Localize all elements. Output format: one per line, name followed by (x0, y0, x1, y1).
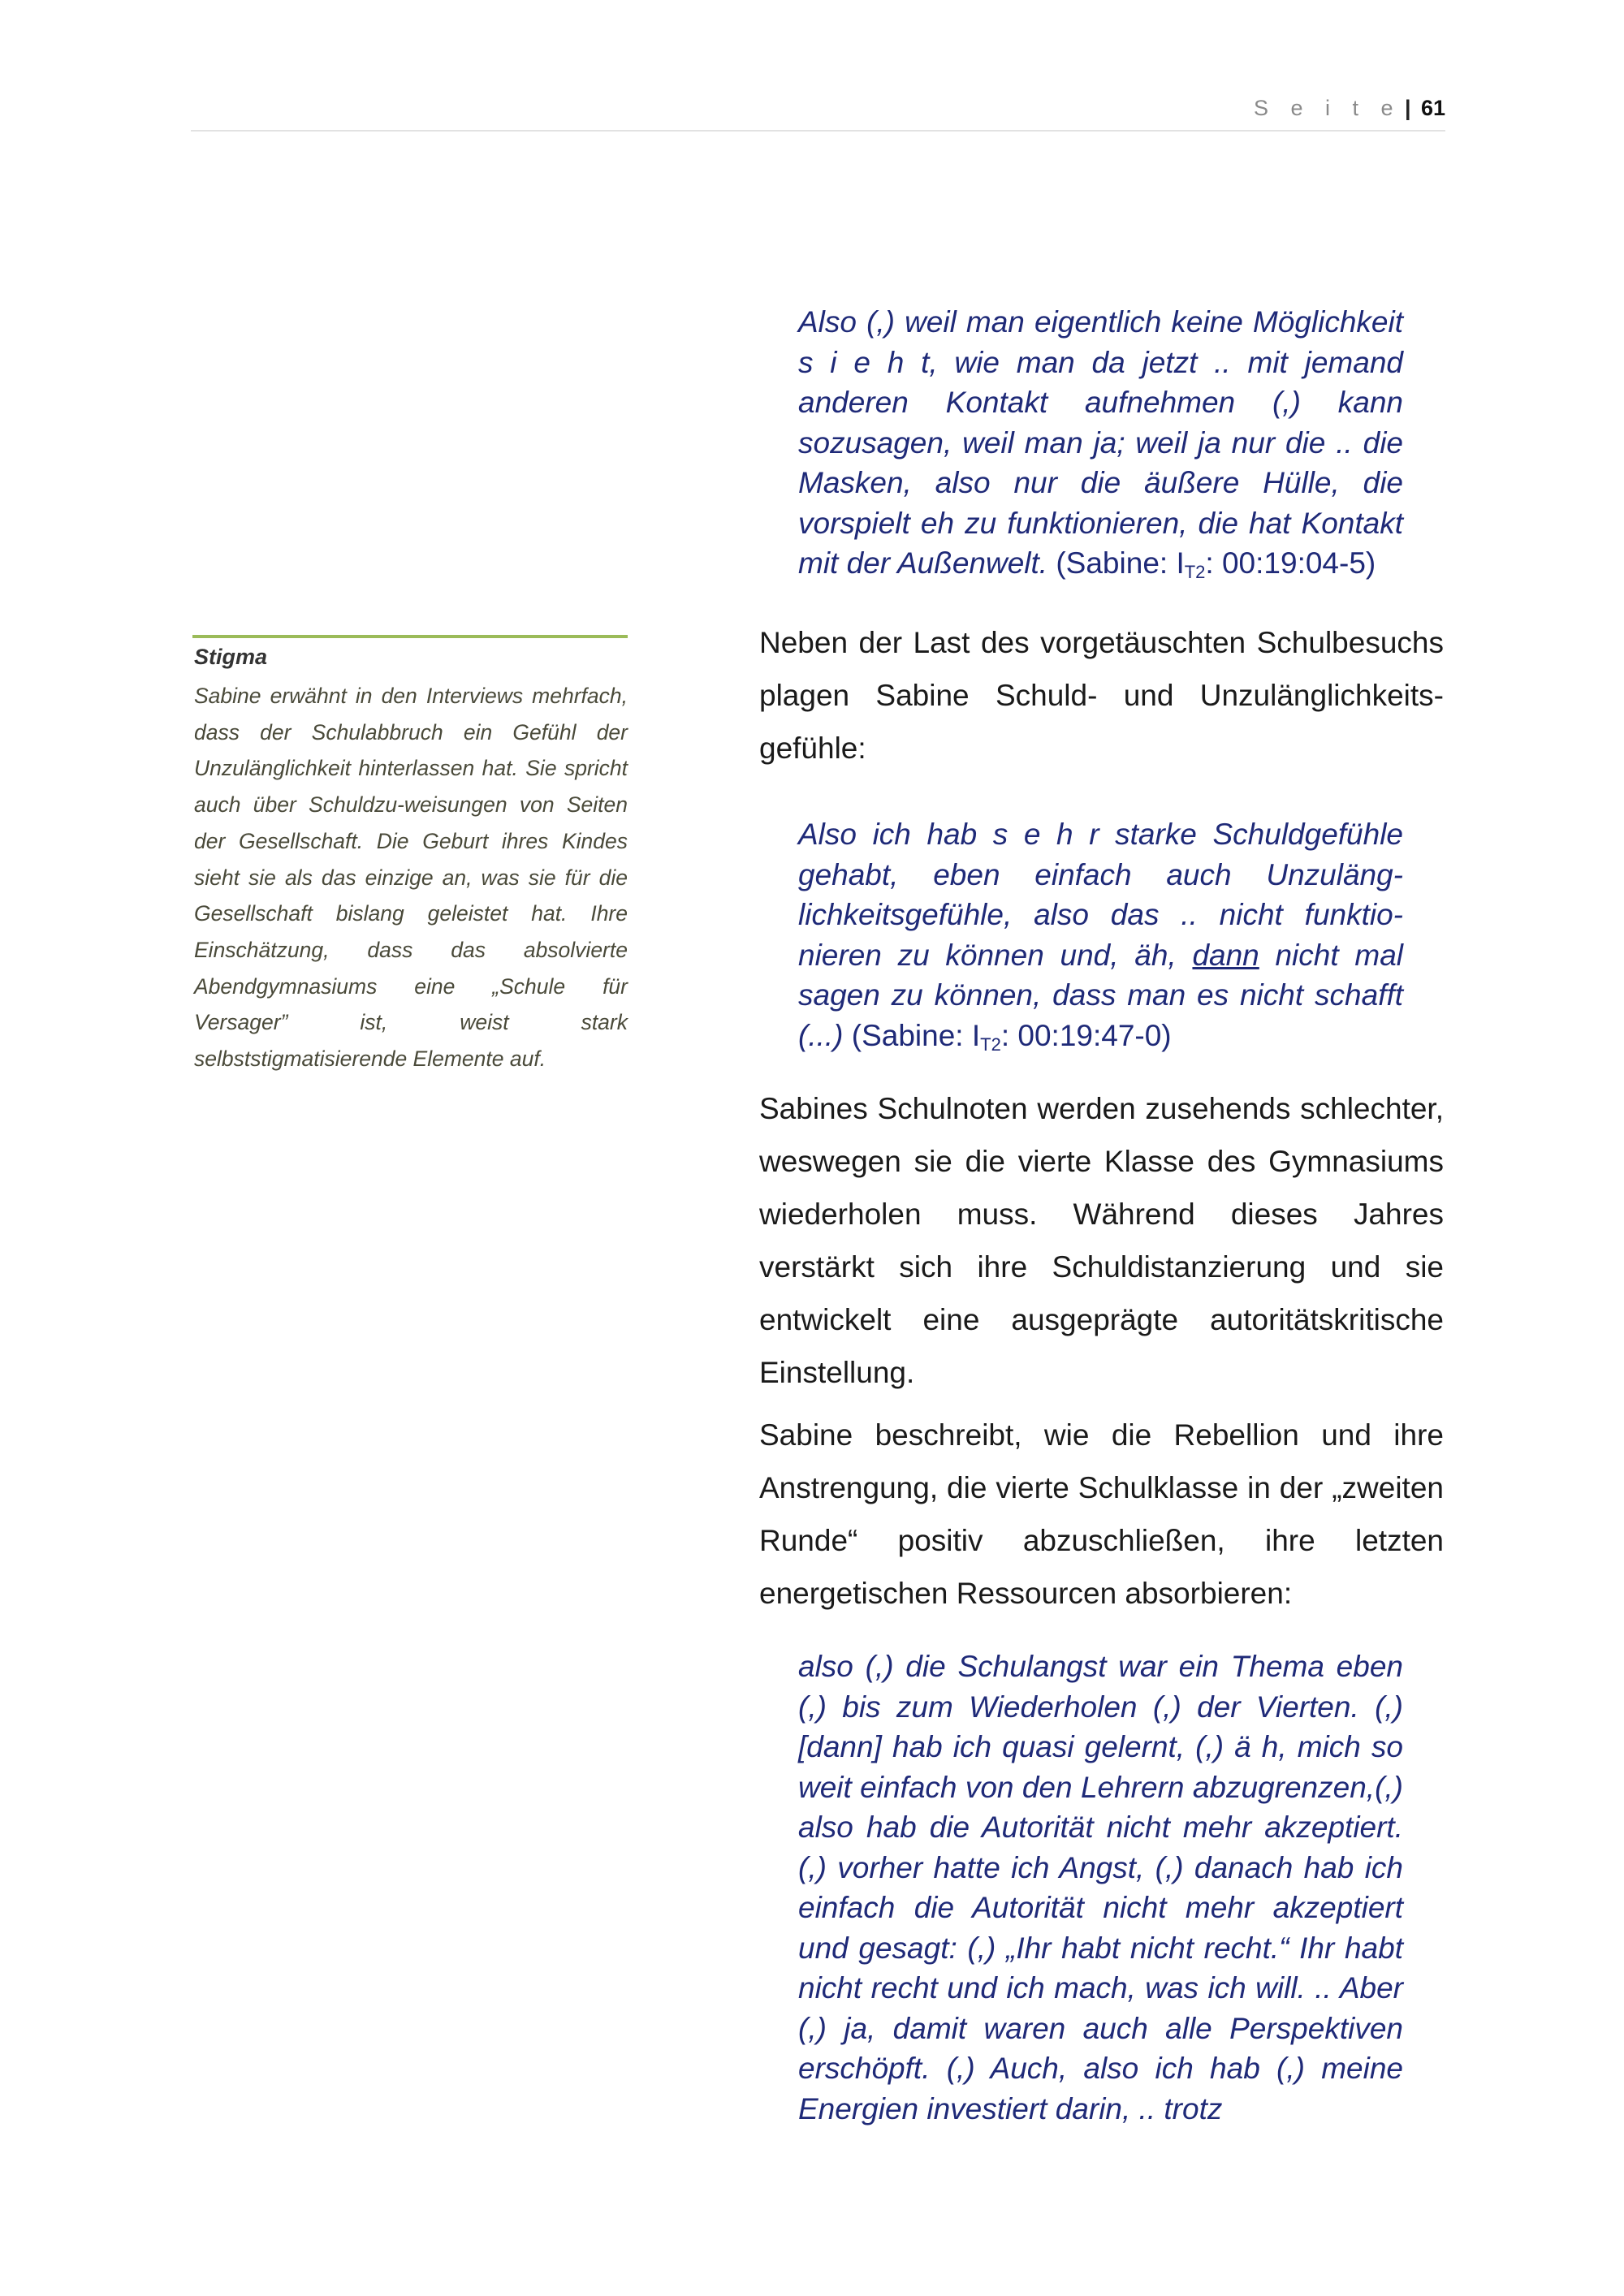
margin-note-title: Stigma (194, 645, 268, 669)
margin-note-text: Sabine erwähnt in den Interviews mehrfach, dass der Schulabbruch ein Gefühl der Unzulänglichkeit hinterlassen hat. Sie spricht auch über Schuldzu-weisungen von Seiten der Gesellschaft. Die Geburt ihres Kindes sieht sie als das einzige an, was sie für die Gesellschaft bislang geleistet hat. Ihre Einschätzung, dass das absolvierte Abendgymnasiums eine „Schule für Versager” ist, weist stark selbststigmatisierende Elemente auf. (194, 684, 628, 1072)
quote-1-text: Also (,) weil man eigentlich keine Möglichkeit s i e h t, wie man da jetzt .. mit jemand anderen Kontakt aufnehmen (,) kann sozusagen, weil man ja; weil ja nur die .. die Masken, also nur die äußere Hülle, die vorspielt eh zu funktionieren, die hat Kontakt mit der Außenwelt. (798, 305, 1403, 580)
margin-note-stigma (192, 635, 628, 1077)
quote-1-citation: (Sabine: $I_{T2}$: 00:19:04-5) (1056, 546, 1376, 582)
quote-2-citation: (Sabine: $I_{T2}$: 00:19:47-0) (851, 1018, 1172, 1055)
page-number: 61 (1420, 96, 1445, 120)
paragraph-1: Neben der Last des vorgetäuschten Schulbesuchs plagen Sabine Schuld- und Unzulänglichkeits-gefühle: (759, 626, 1444, 765)
header-seite-label: S e i t e (1253, 96, 1402, 120)
header-separator: | (1404, 96, 1411, 120)
quote-3-text: also (,) die Schulangst war ein Thema eben (,) bis zum Wiederholen (,) der Vierten. (,) [dann] hab ich quasi gelernt, (,) ä h, mich so weit einfach von den Lehrern abzugrenzen,(,) also hab die Autorität nicht mehr akzeptiert. (,) vorher hatte ich Angst, (,) danach hab ich einfach die Autorität nicht mehr akzeptiert und gesagt: (,) „Ihr habt nicht recht.“ Ihr habt nicht recht und ich mach, was ich will. .. Aber (,) ja, damit waren auch alle Perspektiven erschöpft. (,) Auch, also ich hab (,) meine Energien investiert darin, .. trotz (798, 1650, 1403, 2126)
quote-block-2 (798, 814, 1403, 1055)
quote-block-3 (798, 1646, 1403, 2129)
quote-2-text-after: nicht mal sagen zu können, dass man es nicht schafft (...) (798, 938, 1403, 1052)
page-header (191, 96, 1445, 132)
paragraph-2: Sabines Schulnoten werden zusehends schlechter, weswegen sie die vierte Klasse des Gymnasiums wiederholen muss. Während dieses Jahres verstärkt sich ihre Schuldistanzierung und sie entwickelt eine ausgeprägte autoritätskritische Einstellung. (759, 1092, 1444, 1389)
quote-2-underlined-word: dann (1192, 938, 1259, 972)
quote-block-1 (798, 302, 1403, 584)
quote-2-text-before: Also ich hab s e h r starke Schuldgefühle gehabt, eben einfach auch Unzuläng-lichkeitsgefühle, also das .. nicht funktio-nieren zu können und, äh, (798, 818, 1403, 972)
paragraph-3: Sabine beschreibt, wie die Rebellion und ihre Anstrengung, die vierte Schulklasse in der „zweiten Runde“ positiv abzuschließen, ihre letzten energetischen Ressourcen absorbieren: (759, 1418, 1444, 1610)
